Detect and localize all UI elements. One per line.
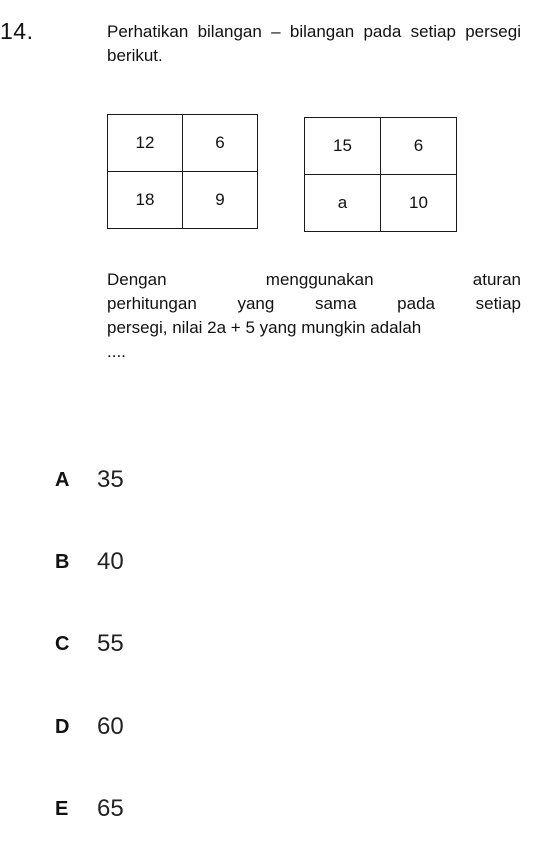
prompt-line: setiap persegi berikut. [107, 22, 521, 65]
number-square-2 [304, 117, 457, 232]
option-letter: A [55, 468, 70, 491]
option-value: 40 [97, 548, 124, 575]
option-value: 35 [97, 466, 124, 493]
question-prompt [107, 20, 521, 68]
question-line: .... [107, 342, 126, 361]
question-line: perhitungan yang sama pada setiap [107, 294, 521, 313]
grid-cell: 6 [381, 118, 457, 175]
question-number: 14. [0, 18, 34, 44]
prompt-line: Perhatikan bilangan – bilangan pada [107, 22, 402, 41]
grid-cell: 10 [381, 175, 457, 232]
option-c[interactable] [55, 627, 124, 661]
option-letter: C [55, 632, 70, 655]
option-b[interactable] [55, 545, 124, 579]
grid-cell: 18 [108, 172, 183, 229]
number-square-1 [107, 114, 258, 229]
option-e[interactable] [55, 792, 124, 826]
option-letter: E [55, 797, 69, 820]
question-text [107, 268, 521, 364]
option-a[interactable] [55, 463, 124, 497]
option-value: 60 [97, 713, 124, 740]
grid-cell: a [305, 175, 381, 232]
option-value: 55 [97, 630, 124, 657]
option-letter: B [55, 550, 70, 573]
grid-cell: 15 [305, 118, 381, 175]
question-line: persegi, nilai 2a + 5 yang mungkin adalah [107, 318, 422, 337]
grid-cell: 6 [183, 115, 258, 172]
option-value: 65 [97, 795, 124, 822]
question-line: Dengan menggunakan aturan [107, 270, 521, 289]
option-d[interactable] [55, 710, 124, 744]
option-letter: D [55, 715, 70, 738]
grid-cell: 9 [183, 172, 258, 229]
grid-cell: 12 [108, 115, 183, 172]
